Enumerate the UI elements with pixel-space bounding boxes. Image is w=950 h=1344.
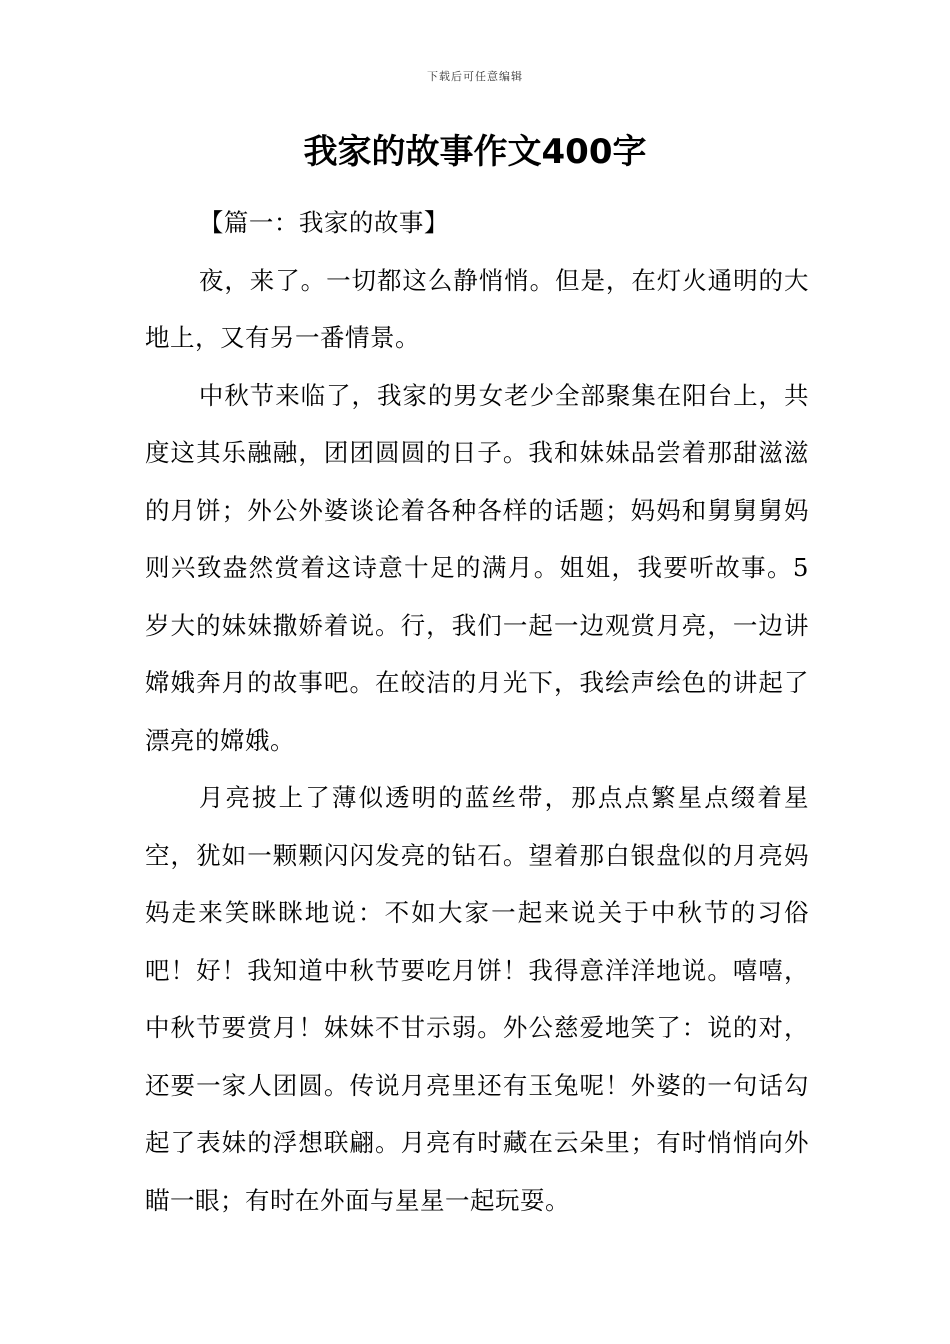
paragraph-2: 中秋节来临了，我家的男女老少全部聚集在阳台上，共度这其乐融融，团团圆圆的日子。我和妹妹品尝着那甜滋滋的月饼；外公外婆谈论着各种各样的话题；妈妈和舅舅舅妈则兴致盎然赏着这诗意十足的满月。姐姐，我要听故事。5岁大的妹妹撒娇着说。行，我们一起一边观赏月亮，一边讲嫦娥奔月的故事吧。在皎洁的月光下，我绘声绘色的讲起了漂亮的嫦娥。 — [145, 380, 809, 755]
document-body — [145, 194, 809, 1229]
section-heading: 【篇一：我家的故事】 — [198, 208, 449, 237]
paragraph-3: 月亮披上了薄似透明的蓝丝带，那点点繁星点缀着星空，犹如一颗颗闪闪发亮的钻石。望着那白银盘似的月亮妈妈走来笑眯眯地说：不如大家一起来说关于中秋节的习俗吧！好！我知道中秋节要吃月饼！我得意洋洋地说。嘻嘻，中秋节要赏月！妹妹不甘示弱。外公慈爱地笑了：说的对，还要一家人团圆。传说月亮里还有玉兔呢！外婆的一句话勾起了表妹的浮想联翩。月亮有时藏在云朵里；有时悄悄向外瞄一眼；有时在外面与星星一起玩耍。 — [145, 783, 809, 1215]
document-title: 我家的故事作文400字 — [303, 132, 647, 172]
paragraph-1: 夜，来了。一切都这么静悄悄。但是，在灯火通明的大地上，又有另一番情景。 — [145, 265, 809, 352]
header-note: 下载后可任意编辑 — [427, 70, 523, 83]
